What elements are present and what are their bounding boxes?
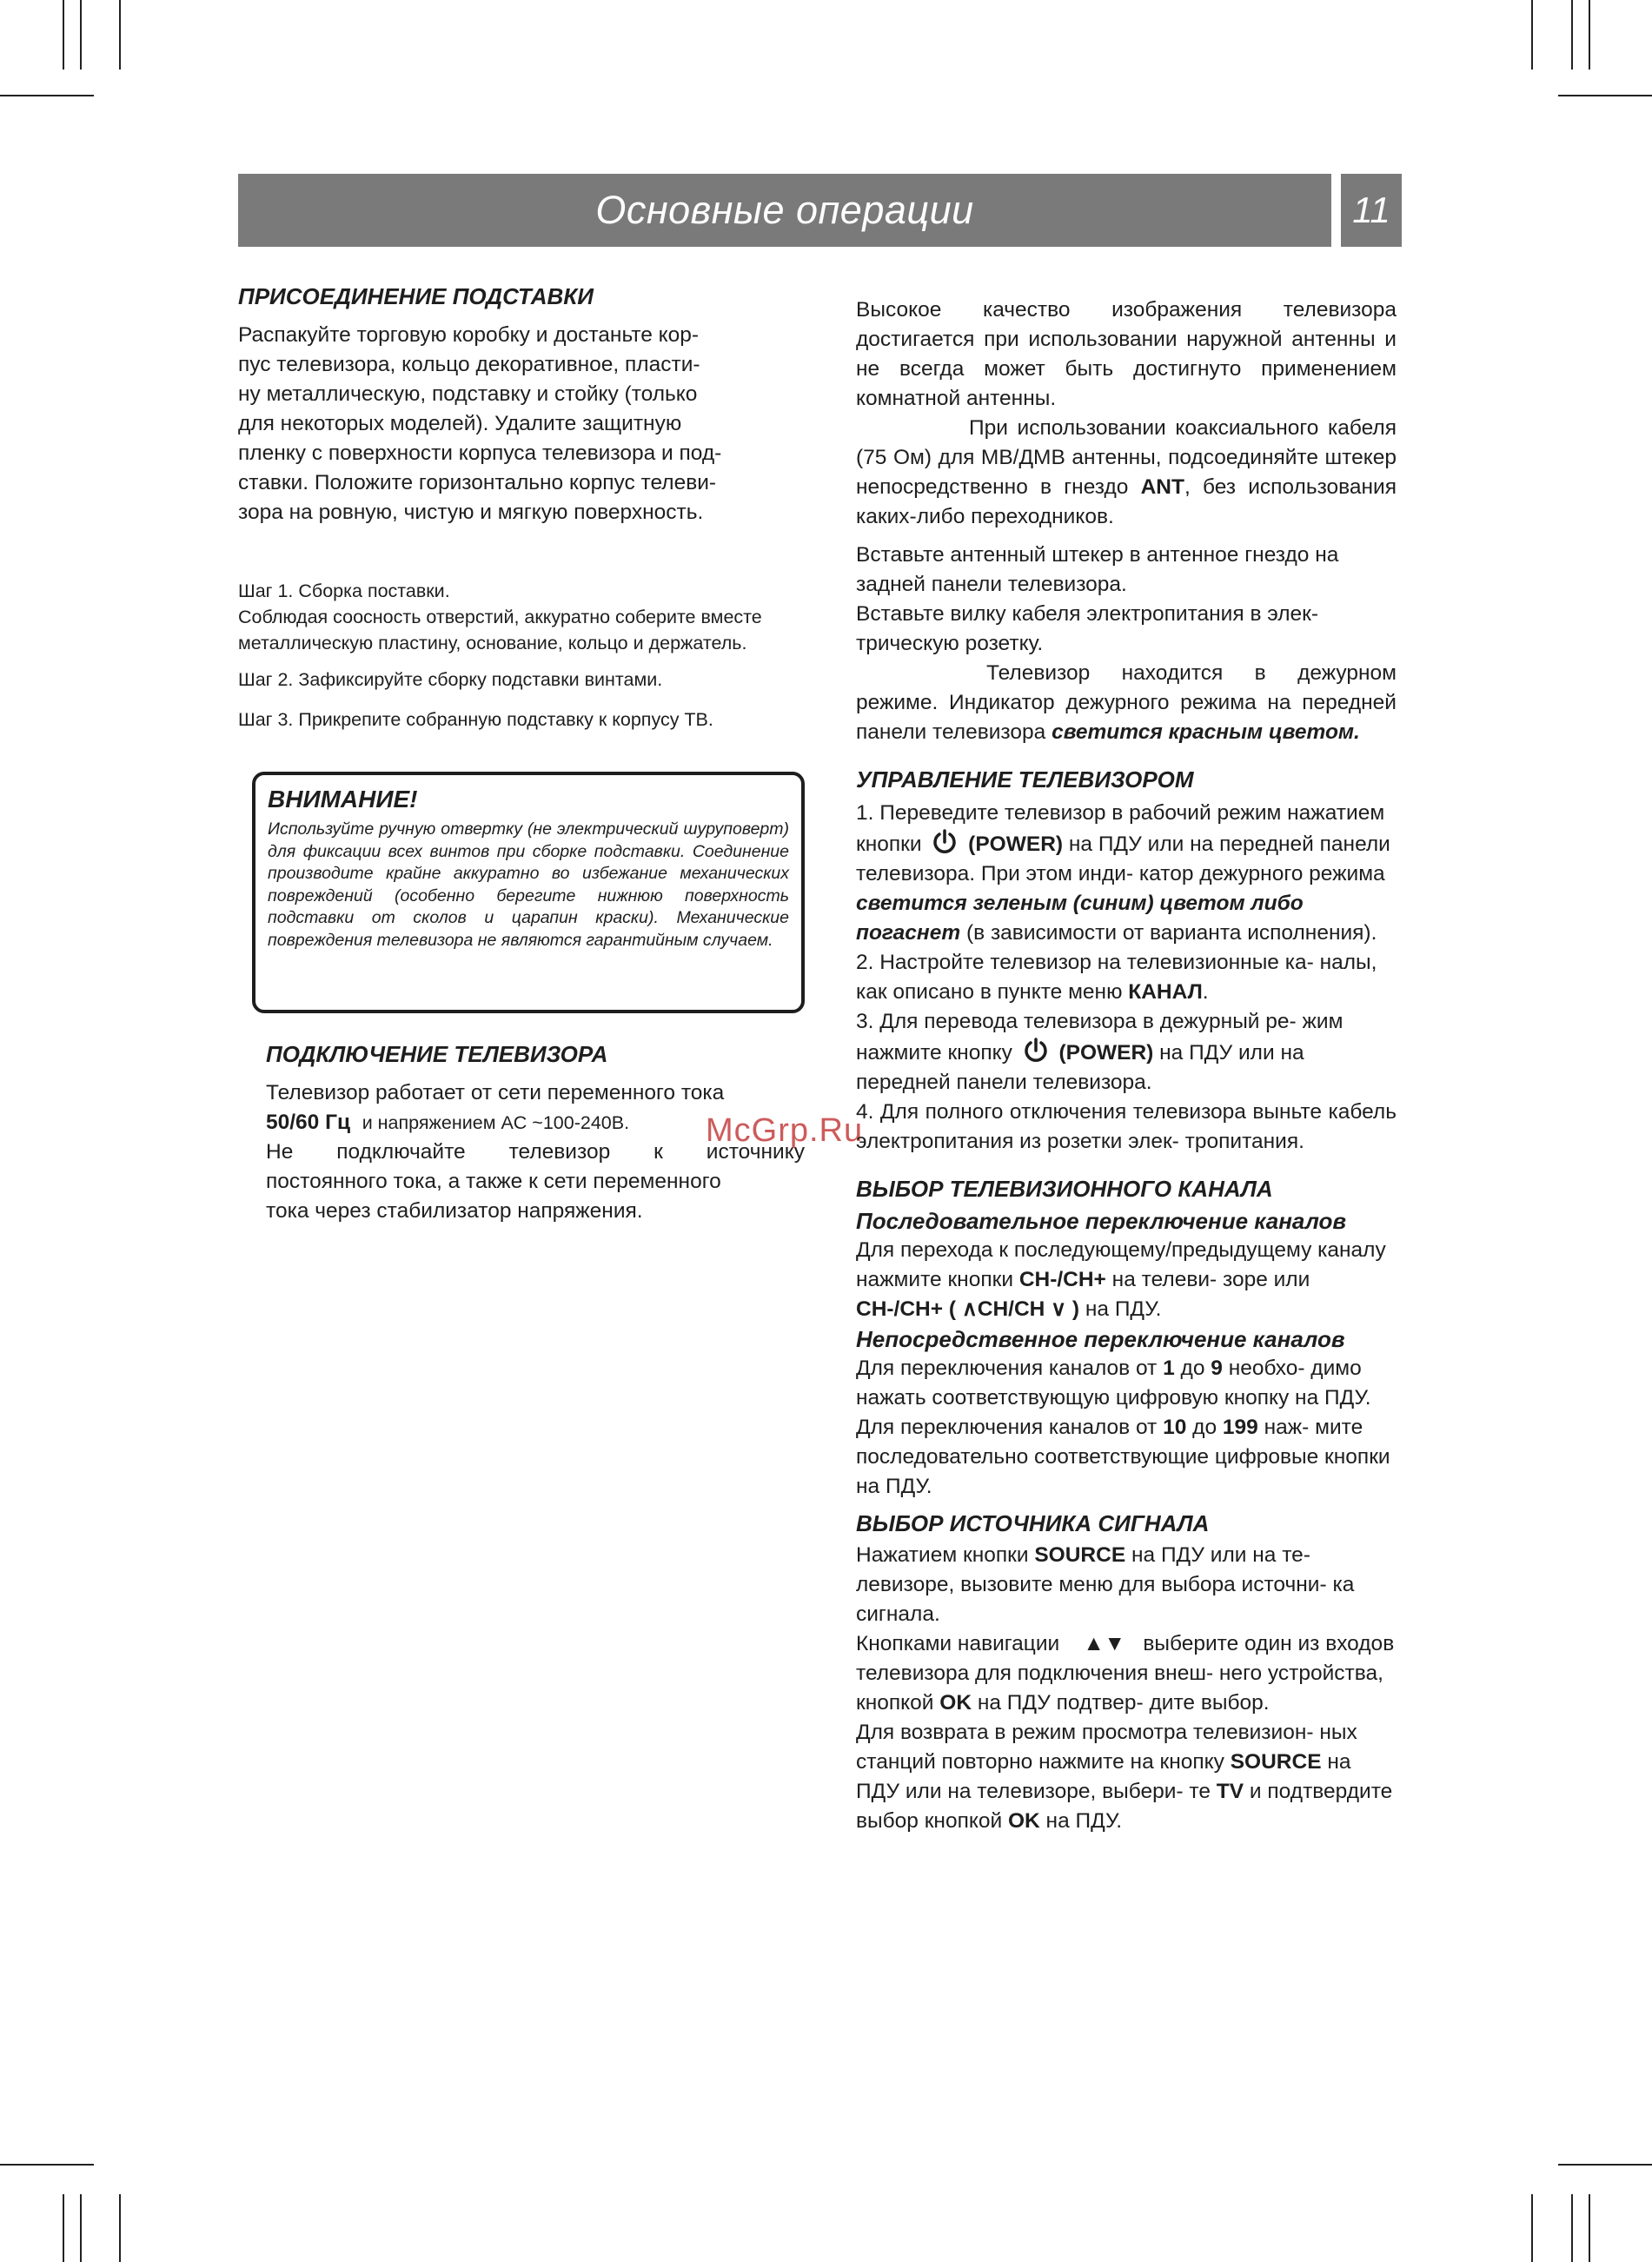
channel-sequential-text: Для перехода к последующему/предыдущему каналу нажмите кнопки CH-/CH+ на телеви- зоре или CH-/CH+ ( ∧CH/CH ∨ ) на ПДУ.	[856, 1238, 1386, 1321]
control-item-4: 4. Для полного отключения телевизора выньте кабель электропитания из розетки элек- тропитания.	[856, 1100, 1397, 1153]
stand-line: ну металлическую, подставку и стойку (только	[238, 382, 698, 406]
warning-title: ВНИМАНИЕ!	[268, 786, 418, 813]
power-icon	[931, 828, 959, 856]
source-text-1: Нажатием кнопки SOURCE на ПДУ или на те- левизоре, вызовите меню для выбора источни- ка сигнала.	[856, 1543, 1355, 1626]
step1-line: Соблюдая соосность отверстий, аккуратно соберите вместе	[238, 607, 762, 627]
ant-label: ANT	[1140, 475, 1184, 499]
antenna-p4: Вставьте вилку кабеля электропитания в элек- трическую розетку.	[856, 602, 1319, 655]
step1-title: Шаг 1. Сборка поставки.	[238, 580, 450, 601]
channel-subheading-direct: Непосредственное переключение каналов	[856, 1326, 1345, 1352]
antenna-p2: При использовании коаксиального кабеля (75 Ом) для МВ/ДМВ антенны, подсоединяйте штекер непосредственно в гнездо ANT, без использования каких-либо переходников.	[856, 416, 1397, 528]
channel-heading: ВЫБОР ТЕЛЕВИЗИОННОГО КАНАЛА	[856, 1176, 1273, 1202]
stand-heading: ПРИСОЕДИНЕНИЕ ПОДСТАВКИ	[238, 283, 594, 309]
watermark: McGrp.Ru	[706, 1112, 864, 1149]
header-bar	[238, 174, 1331, 247]
stand-line: ставки. Положите горизонтально корпус телеви-	[238, 471, 717, 494]
page-title: Основные операции	[595, 188, 974, 232]
page-number-box	[1341, 174, 1402, 247]
source-text-2: Кнопками навигации ▲▼ выберите один из входов телевизора для подключения внеш- него устройства, кнопкой OK на ПДУ подтвер- дите выбор.	[856, 1632, 1395, 1715]
connect-line: Не подключайте телевизор к источнику	[266, 1140, 805, 1164]
antenna-p5: Телевизор находится в дежурном режиме. Индикатор дежурного режима на передней панели телевизора светится красным цветом.	[856, 661, 1397, 744]
connect-line: тока через стабилизатор напряжения.	[266, 1199, 643, 1223]
connect-line: Телевизор работает от сети переменного тока	[266, 1081, 725, 1104]
red-color-note: светится красным цветом.	[1052, 720, 1360, 744]
control-item-3: 3. Для перевода телевизора в дежурный ре- жим нажмите кнопку (POWER) на ПДУ или на передней панели телевизора.	[856, 1010, 1343, 1094]
page-number: 11	[1352, 189, 1390, 230]
stand-line: для некоторых моделей). Удалите защитную	[238, 412, 682, 435]
stand-line: зора на ровную, чистую и мягкую поверхность.	[238, 501, 704, 524]
power-icon	[1022, 1037, 1050, 1065]
source-heading: ВЫБОР ИСТОЧНИКА СИГНАЛА	[856, 1510, 1210, 1536]
control-heading: УПРАВЛЕНИЕ ТЕЛЕВИЗОРОМ	[856, 766, 1194, 793]
warning-text: Используйте ручную отвертку (не электрический шуруповерт) для фиксации всех винтов при сборке подставки. Соединение производите крайне аккуратно во избежание механических повреждений (особенно берегите нижнюю поверхность подставки от сколов и царапин краски). Механические повреждения телевизора не являются гарантийным случаем.	[268, 819, 789, 950]
control-item-2: 2. Настройте телевизор на телевизионные ка- налы, как описано в пункте меню КАНАЛ.	[856, 951, 1377, 1004]
channel-subheading-sequential: Последовательное переключение каналов	[856, 1208, 1347, 1234]
stand-line: пленку с поверхности корпуса телевизора и под-	[238, 441, 722, 465]
voltage: и напряжением AC ~100-240В.	[362, 1112, 630, 1133]
connect-line: постоянного тока, а также к сети переменного	[266, 1170, 721, 1193]
channel-direct-text-2: Для переключения каналов от 10 до 199 наж- мите последовательно соответствующие цифровые кнопки на ПДУ.	[856, 1416, 1390, 1498]
stand-line: Распакуйте торговую коробку и достаньте кор-	[238, 323, 700, 347]
arrow-up-down-icon: ▲▼	[1083, 1632, 1125, 1655]
control-item-1: 1. Переведите телевизор в рабочий режим нажатием кнопки (POWER) на ПДУ или на передней панели телевизора. При этом инди- катор дежурного режима светится зеленым (синим) цветом либо погаснет (в зависимости от варианта исполнения).	[856, 801, 1390, 945]
channel-direct-text: Для переключения каналов от 1 до 9 необхо- димо нажать соответствующую цифровую кнопку на ПДУ.	[856, 1357, 1371, 1410]
stand-line: пус телевизора, кольцо декоративное, пласти-	[238, 353, 700, 376]
step3: Шаг 3. Прикрепите собранную подставку к корпусу ТВ.	[238, 709, 713, 730]
right-column	[856, 295, 1397, 1836]
source-text-3: Для возврата в режим просмотра телевизион- ных станций повторно нажмите на кнопку SOURCE на ПДУ или на телевизоре, выбери- те TV и подтвердите выбор кнопкой OK на ПДУ.	[856, 1721, 1393, 1833]
step1-line: металлическую пластину, основание, кольцо и держатель.	[238, 633, 747, 653]
step2: Шаг 2. Зафиксируйте сборку подставки винтами.	[238, 669, 663, 690]
warning-box	[252, 772, 805, 1013]
antenna-p1: Высокое качество изображения телевизора достигается при использовании наружной антенны и не всегда может быть достигнуто применением комнатной антенны.	[856, 298, 1397, 410]
left-column	[238, 283, 838, 733]
frequency: 50/60 Гц	[266, 1111, 351, 1134]
antenna-p3: Вставьте антенный штекер в антенное гнездо на задней панели телевизора.	[856, 543, 1339, 596]
connect-heading: ПОДКЛЮЧЕНИЕ ТЕЛЕВИЗОРА	[266, 1041, 608, 1067]
